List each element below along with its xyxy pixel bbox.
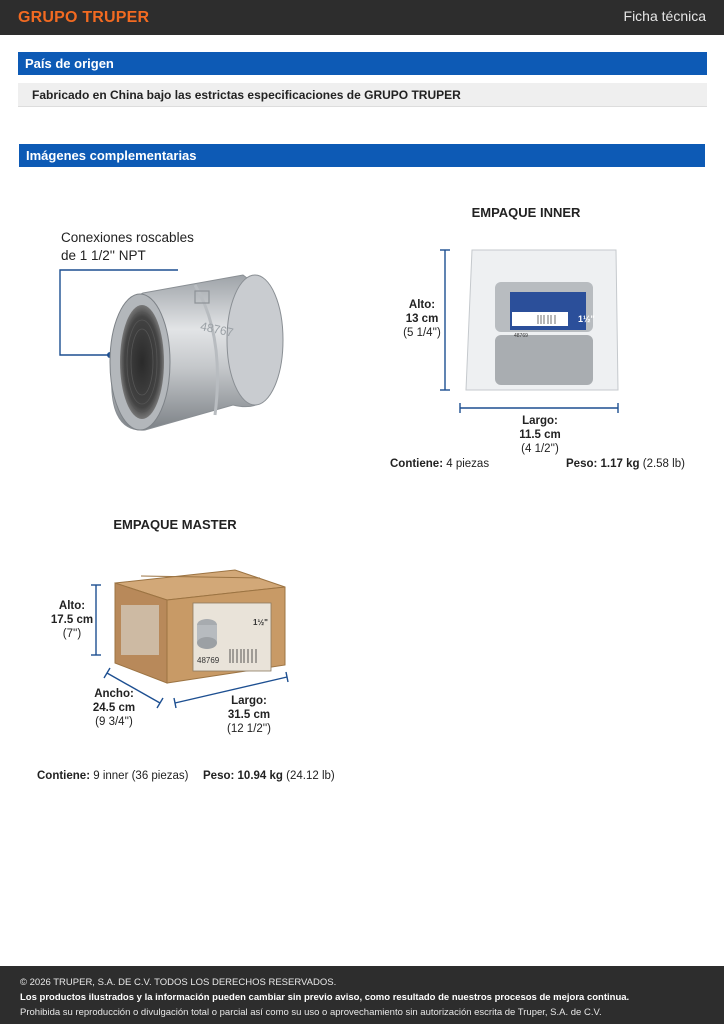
master-height-label: Alto:: [58, 600, 86, 612]
origin-section-title: País de origen: [18, 52, 707, 75]
origin-text: Fabricado en China bajo las estrictas especificaciones de GRUPO TRUPER: [18, 83, 707, 107]
master-length-label: Largo:: [231, 695, 267, 707]
master-width-cm: 24.5 cm: [92, 702, 136, 714]
coupling-image: [55, 265, 295, 440]
master-length-in: (12 1/2''): [226, 723, 272, 735]
inner-contents-value: 4 piezas: [446, 458, 490, 470]
master-length: [218, 694, 280, 736]
inner-weight-value: 1.17 kg: [600, 458, 640, 470]
master-box-size: 1½": [253, 618, 268, 627]
master-contents: [37, 769, 188, 783]
footer: [0, 966, 724, 1024]
master-length-cm: 31.5 cm: [227, 709, 271, 721]
footer-legal: Prohibida su reproducción o divulgación total o parcial así como su uso o aprovechamiento sin autorización escrita de Truper, S.A. de C.V.: [20, 1007, 602, 1018]
master-pack-title: EMPAQUE MASTER: [113, 517, 237, 532]
inner-height-label: Alto:: [408, 299, 436, 311]
master-width-label: Ancho:: [94, 688, 134, 700]
inner-pack-size: 1½": [578, 314, 595, 324]
master-height-cm: 17.5 cm: [50, 614, 94, 626]
inner-contents-label: Contiene:: [390, 458, 444, 470]
document-type: Ficha técnica: [623, 8, 706, 24]
master-contents-value: 9 inner (36 piezas): [93, 770, 189, 782]
master-contents-label: Contiene:: [37, 770, 91, 782]
footer-copyright: © 2026 TRUPER, S.A. DE C.V. TODOS LOS DERECHOS RESERVADOS.: [20, 977, 337, 988]
inner-weight-label: Peso:: [566, 458, 598, 470]
footer-notice: Los productos ilustrados y la información pueden cambiar sin previo aviso, como resultado de nuestros procesos de mejora continua.: [20, 992, 630, 1003]
product-caption: [61, 229, 194, 265]
master-height-in: (7''): [62, 628, 82, 640]
inner-height-in: (5 1/4''): [403, 327, 441, 339]
inner-contents: [390, 457, 489, 471]
master-width-in: (9 3/4''): [95, 716, 133, 728]
images-section-title: Imágenes complementarias: [19, 144, 705, 167]
inner-length-label: Largo:: [522, 415, 558, 427]
inner-height: [398, 298, 446, 340]
master-weight-alt: (24.12 lb): [286, 770, 335, 782]
master-width: [86, 687, 142, 729]
inner-pack-code: 48769: [514, 333, 528, 339]
inner-height-cm: 13 cm: [405, 313, 439, 325]
inner-weight: [566, 457, 685, 471]
master-weight: [203, 769, 335, 783]
master-box-code: 48769: [197, 656, 220, 665]
top-bar: [0, 0, 724, 35]
inner-pack-title: EMPAQUE INNER: [471, 205, 581, 220]
master-height: [50, 599, 94, 641]
inner-length-in: (4 1/2''): [521, 443, 559, 455]
master-weight-value: 10.94 kg: [237, 770, 283, 782]
product-caption-line1: Conexiones roscables: [61, 230, 194, 245]
master-weight-label: Peso:: [203, 770, 235, 782]
inner-weight-alt: (2.58 lb): [642, 458, 685, 470]
inner-length: [510, 414, 570, 456]
product-caption-line2: de 1 1/2'' NPT: [61, 248, 146, 263]
brand-logo: GRUPO TRUPER: [18, 9, 150, 26]
coupling-part-number: 48767: [199, 319, 235, 340]
inner-length-cm: 11.5 cm: [519, 429, 561, 441]
